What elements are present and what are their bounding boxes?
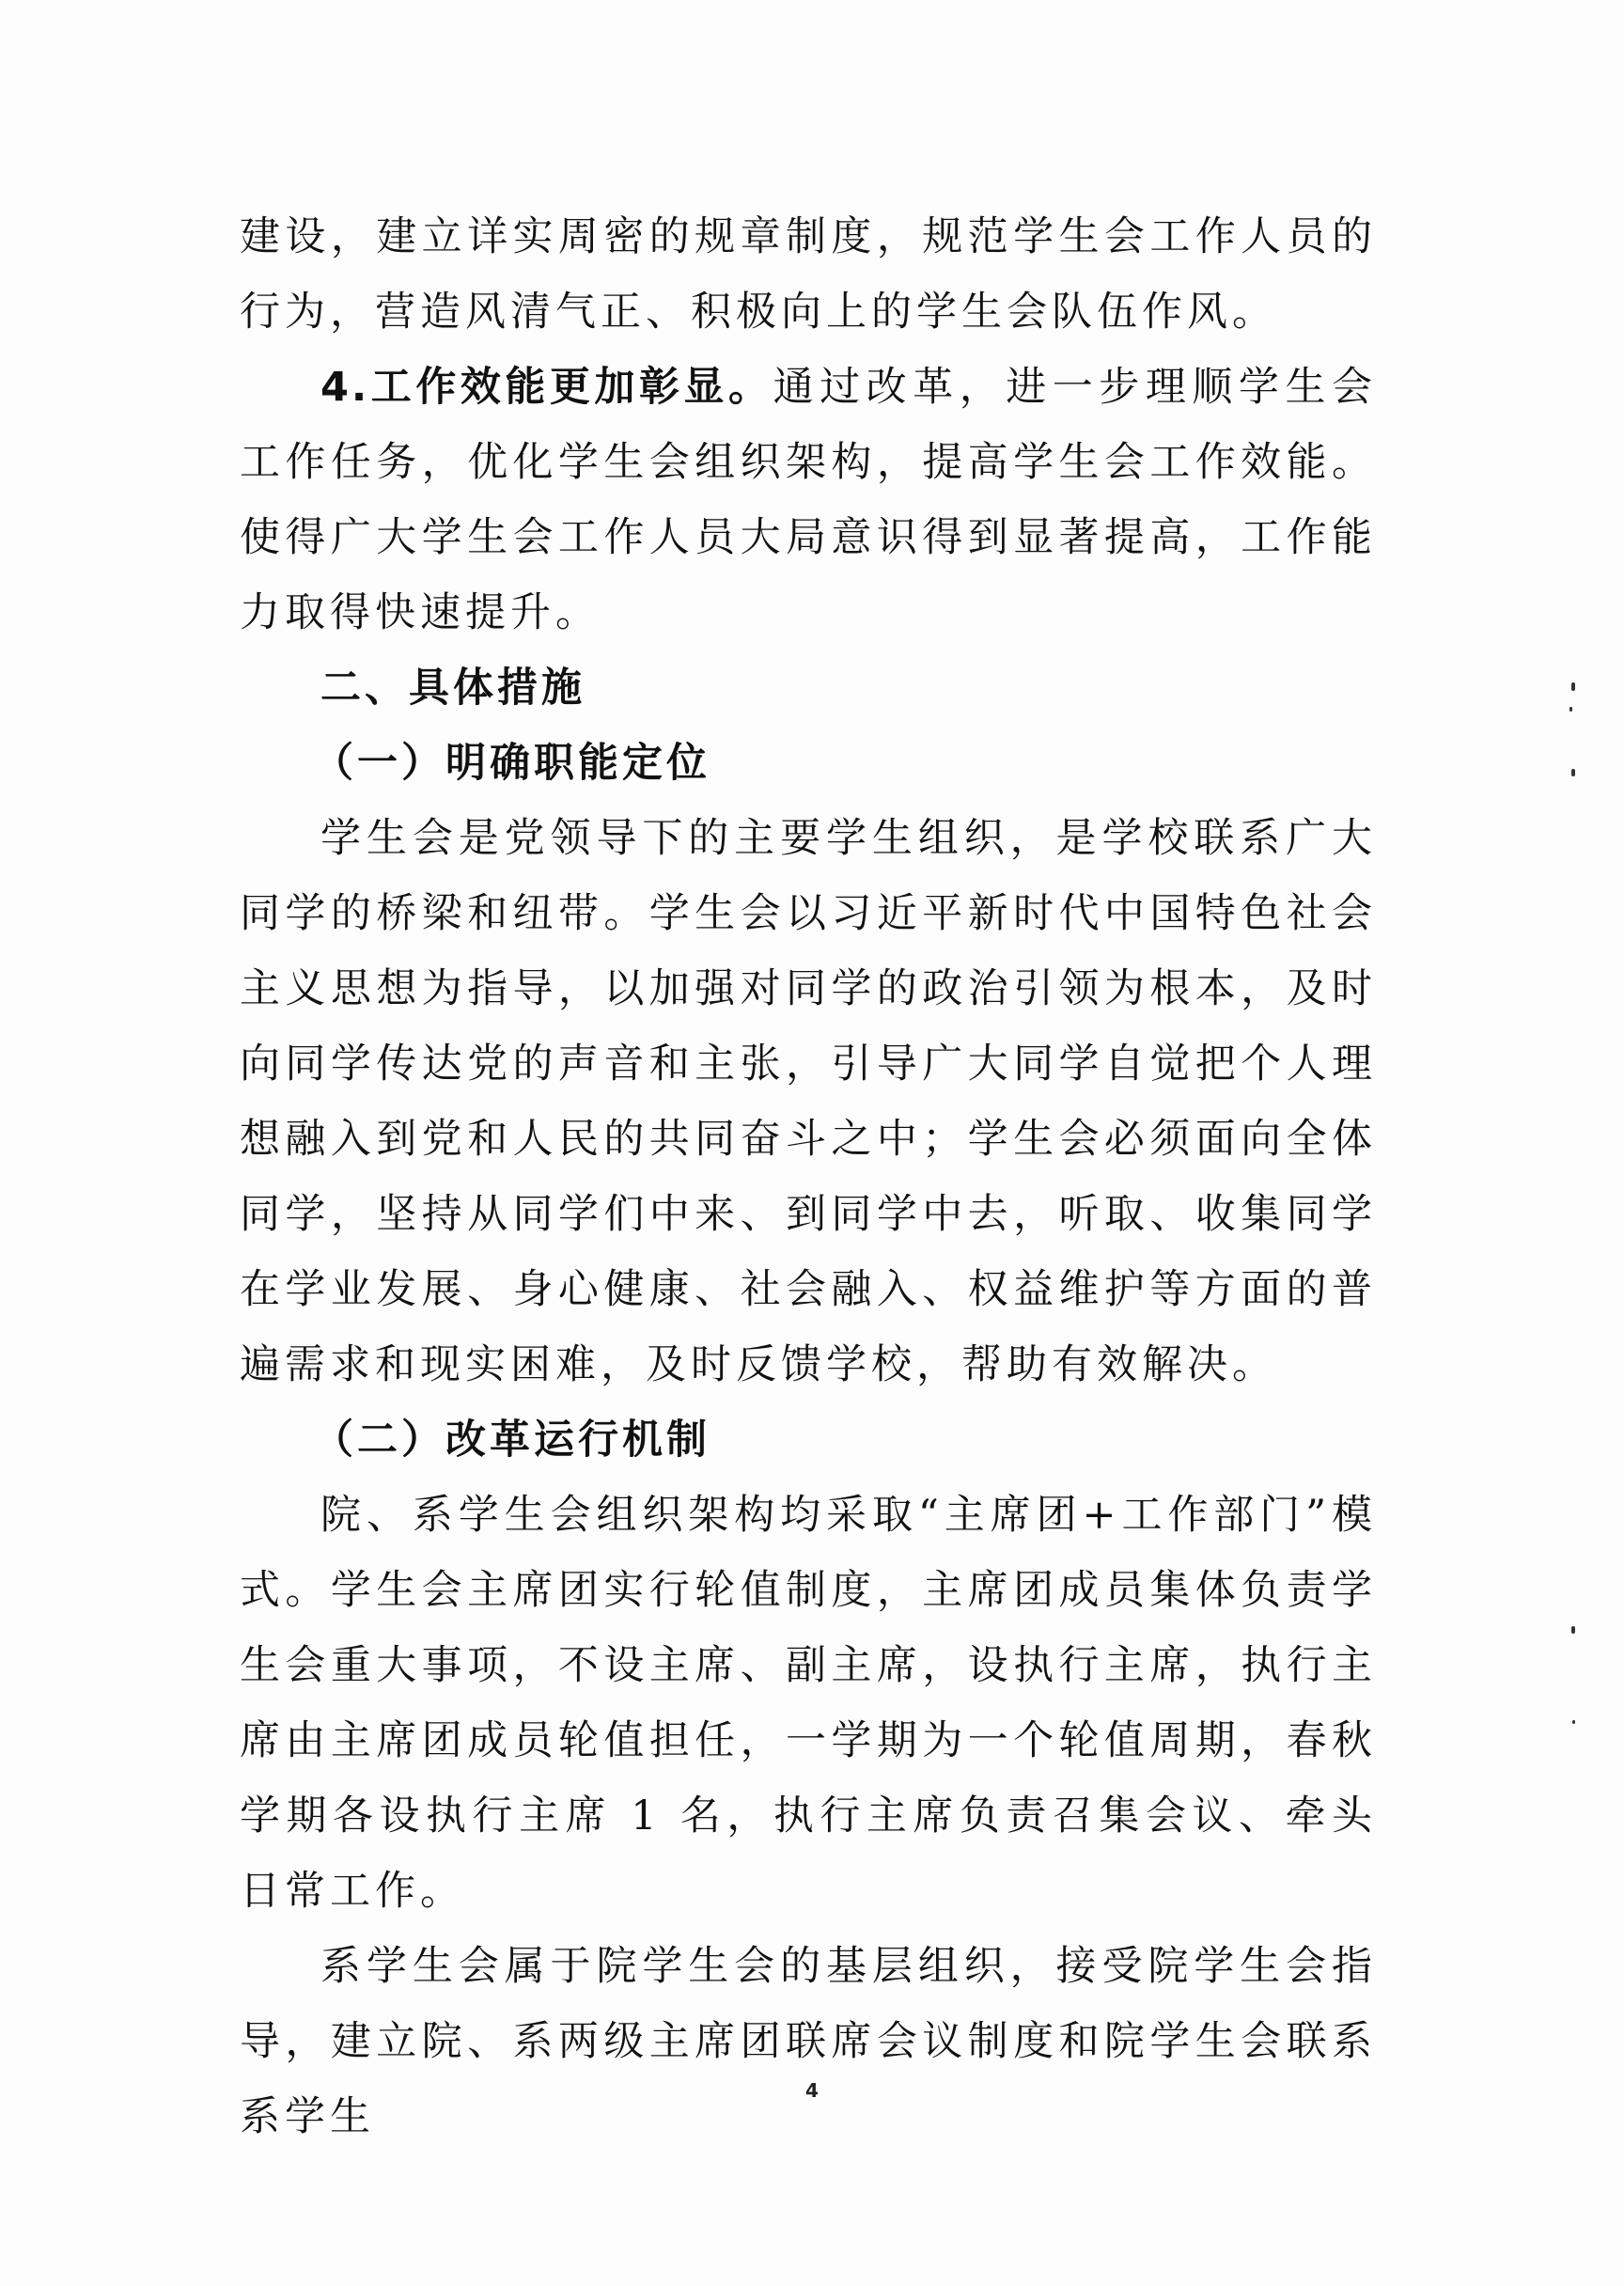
subheading-mechanism: （二）改革运行机制 bbox=[313, 1417, 710, 1464]
paragraph-efficiency bbox=[240, 350, 1377, 650]
paragraph-department: 系学生会属于院学生会的基层组织，接受院学生会指导，建立院、系两级主席团联席会议制度和院学生会联系系学生 bbox=[240, 1943, 1377, 2140]
page-number: 4 bbox=[805, 2079, 819, 2102]
paragraph-function: 学生会是党领导下的主要学生组织，是学校联系广大同学的桥梁和纽带。学生会以习近平新时代中国特色社会主义思想为指导，以加强对同学的政治引领为根本，及时向同学传达党的声音和主张，引导广大同学自觉把个人理想融入到党和人民的共同奋斗之中；学生会必须面向全体同学，坚持从同学们中来、到同学中去，听取、收集同学在学业发展、身心健康、社会融入、权益维护等方面的普遍需求和现实困难，及时反馈学校，帮助有效解决。 bbox=[240, 815, 1377, 1388]
document-body bbox=[240, 199, 1377, 2154]
efficiency-lead: 4.工作效能更加彰显。 bbox=[320, 364, 773, 411]
paragraph-rules: 建设，建立详实周密的规章制度，规范学生会工作人员的行为，营造风清气正、积极向上的学生会队伍作风。 bbox=[240, 213, 1377, 336]
section-heading-measures: 二、具体措施 bbox=[320, 665, 586, 712]
efficiency-body: 通过改革，进一步理顺学生会工作任务，优化学生会组织架构，提高学生会工作效能。使得广大学生会工作人员大局意识得到显著提高，工作能力取得快速提升。 bbox=[240, 364, 1377, 636]
scan-speck bbox=[1569, 707, 1572, 712]
scan-speck bbox=[1571, 1626, 1575, 1634]
scan-speck bbox=[1571, 682, 1575, 691]
subheading-function: （一）明确职能定位 bbox=[313, 740, 710, 787]
scan-speck bbox=[1572, 1720, 1575, 1724]
paragraph-mechanism: 院、系学生会组织架构均采取“主席团+工作部门”模式。学生会主席团实行轮值制度，主席团成员集体负责学生会重大事项，不设主席、副主席，设执行主席，执行主席由主席团成员轮值担任，一学期为一个轮值周期，春秋学期各设执行主席 1 名，执行主席负责召集会议、牵头日常工作。 bbox=[240, 1492, 1377, 1915]
scan-speck bbox=[1571, 769, 1575, 776]
